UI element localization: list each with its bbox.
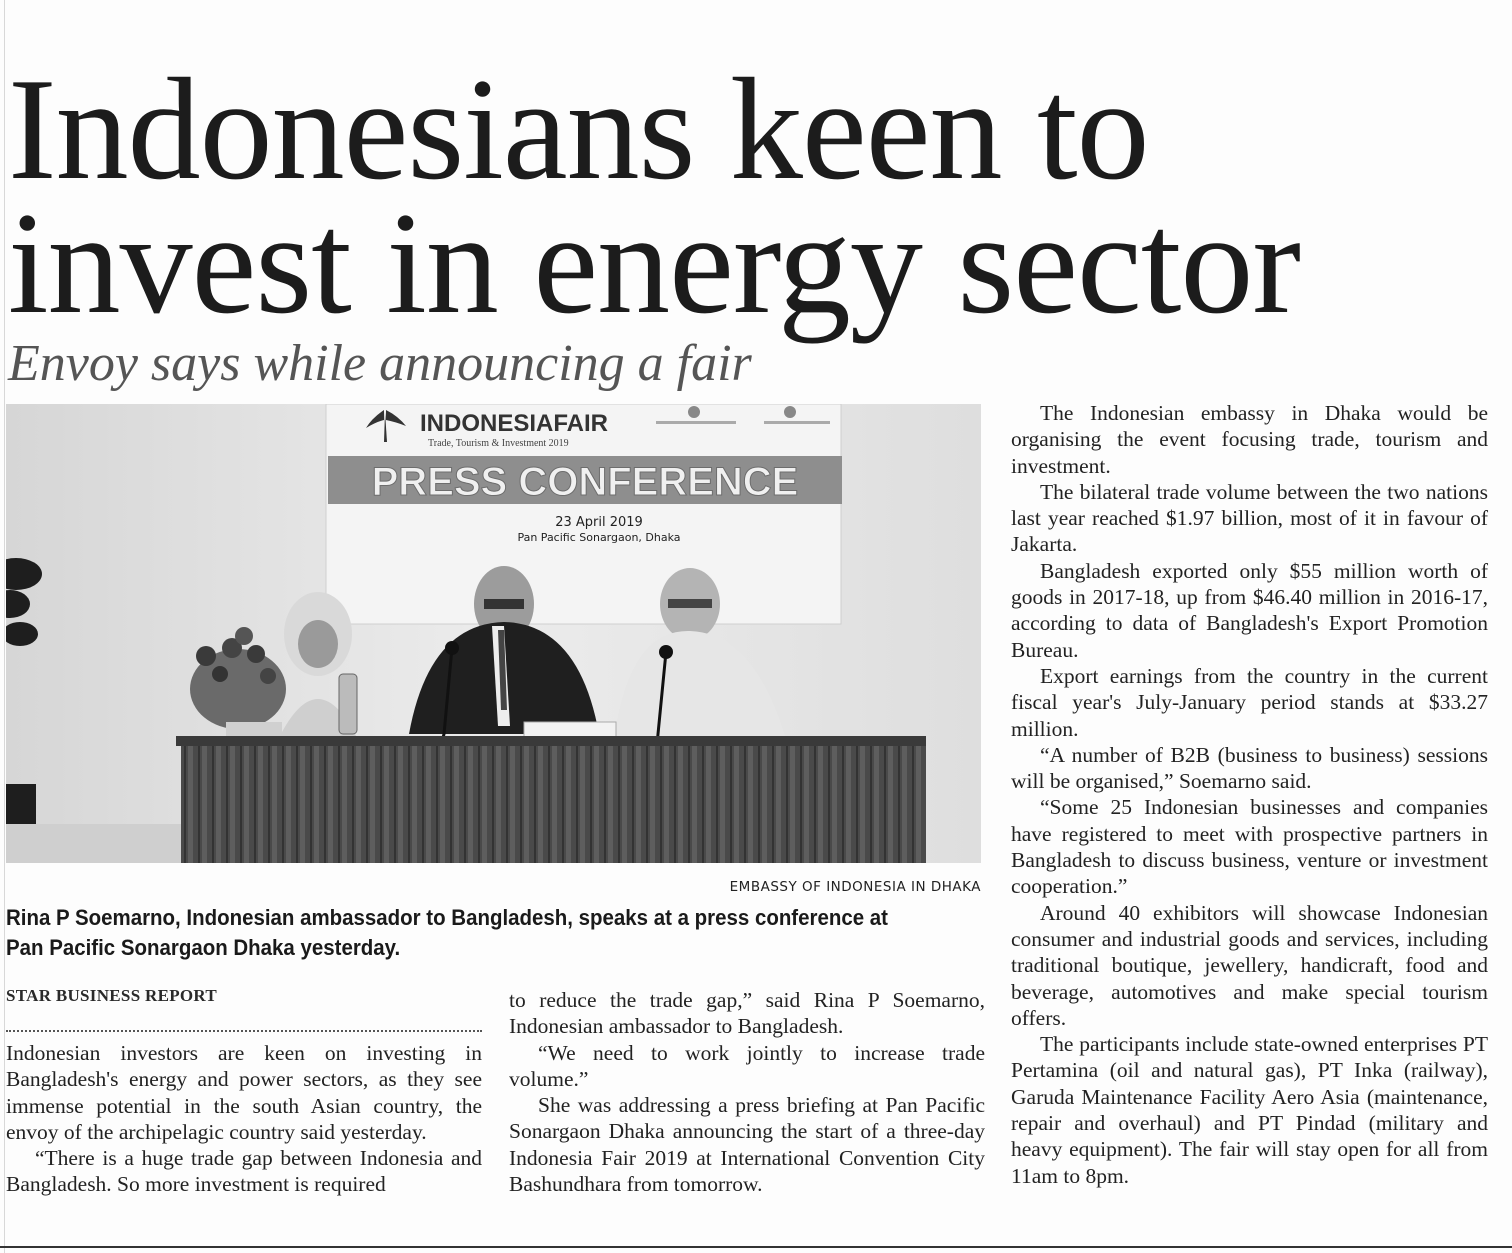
photo-credit: EMBASSY OF INDONESIA IN DHAKA [729,879,981,895]
paragraph: “There is a huge trade gap between Indonesia and Bangladesh. So more investment is required [6,1146,482,1197]
conference-table [176,736,926,746]
paragraph: “A number of B2B (business to business) sessions will be organised,” Soemarno said. [1011,742,1488,794]
photo-caption: Rina P Soemarno, Indonesian ambassador to Bangladesh, speaks at a press conference at Pan Pacific Sonargaon Dhaka yesterday. [6,905,888,960]
backdrop-banner [326,404,841,624]
body-column-1 [6,1040,482,1198]
banner-title: PRESS CONFERENCE [371,460,799,504]
body-column-3 [1011,400,1488,1189]
banner-tagline: Trade, Tourism & Investment 2019 [428,438,569,449]
bottom-rule [0,1246,1512,1248]
paragraph: She was addressing a press briefing at Pan Pacific Sonargaon Dhaka announcing the start of a three-day Indonesia Fair 2019 at International Convention City Bashundhara from tomorrow. [509,1093,985,1197]
headline: Indonesians keen to invest in energy sector [8,48,1300,344]
paragraph: Bangladesh exported only $55 million worth of goods in 2017-18, up from $46.40 million in 2016-17, according to data of Bangladesh's Export Promotion Bureau. [1011,558,1488,662]
paragraph: The bilateral trade volume between the two nations last year reached $1.97 billion, most of it in favour of Jakarta. [1011,479,1488,557]
banner-brand: INDONESIAFAIR [420,410,609,437]
paragraph: The participants include state-owned enterprises PT Pertamina (oil and natural gas), PT Inka (railway), Garuda Maintenance Facility Aero Asia (maintenance, repair and overhaul) and PT Pindad (military and heavy equipment). The fair will stay open for all from 11am to 8pm. [1011,1032,1488,1188]
sponsor-logo-icon [688,406,700,418]
banner-venue: Pan Pacific Sonargaon, Dhaka [517,531,681,544]
banner-date: 23 April 2019 [555,515,643,530]
paragraph: “We need to work jointly to increase trade volume.” [509,1040,985,1091]
press-conference-photo [6,404,981,863]
body-column-2 [509,987,985,1197]
paragraph: Indonesian investors are keen on investing in Bangladesh's energy and power sectors, as they see immense potential in the south Asian country, the envoy of the archipelagic country said yesterday. [6,1041,482,1144]
byline-divider [6,1030,482,1032]
deck-subheadline: Envoy says while announcing a fair [8,335,752,392]
paragraph: The Indonesian embassy in Dhaka would be organising the event focusing trade, tourism and investment. [1011,401,1488,478]
paragraph: to reduce the trade gap,” said Rina P Soemarno, Indonesian ambassador to Bangladesh. [509,988,985,1039]
paragraph: Export earnings from the country in the current fiscal year's July-January period stands at $33.27 million. [1011,663,1488,741]
byline: STAR BUSINESS REPORT [6,986,218,1005]
paragraph: Around 40 exhibitors will showcase Indonesian consumer and industrial goods and services, including traditional boutique, jewellery, handicraft, food and beverage, automotives and make special tourism offers. [1011,900,1488,1030]
sponsor-logo-icon [784,406,796,418]
paragraph: “Some 25 Indonesian businesses and companies have registered to meet with prospective partners in Bangladesh to discuss business, venture or investment cooperation.” [1011,795,1488,899]
